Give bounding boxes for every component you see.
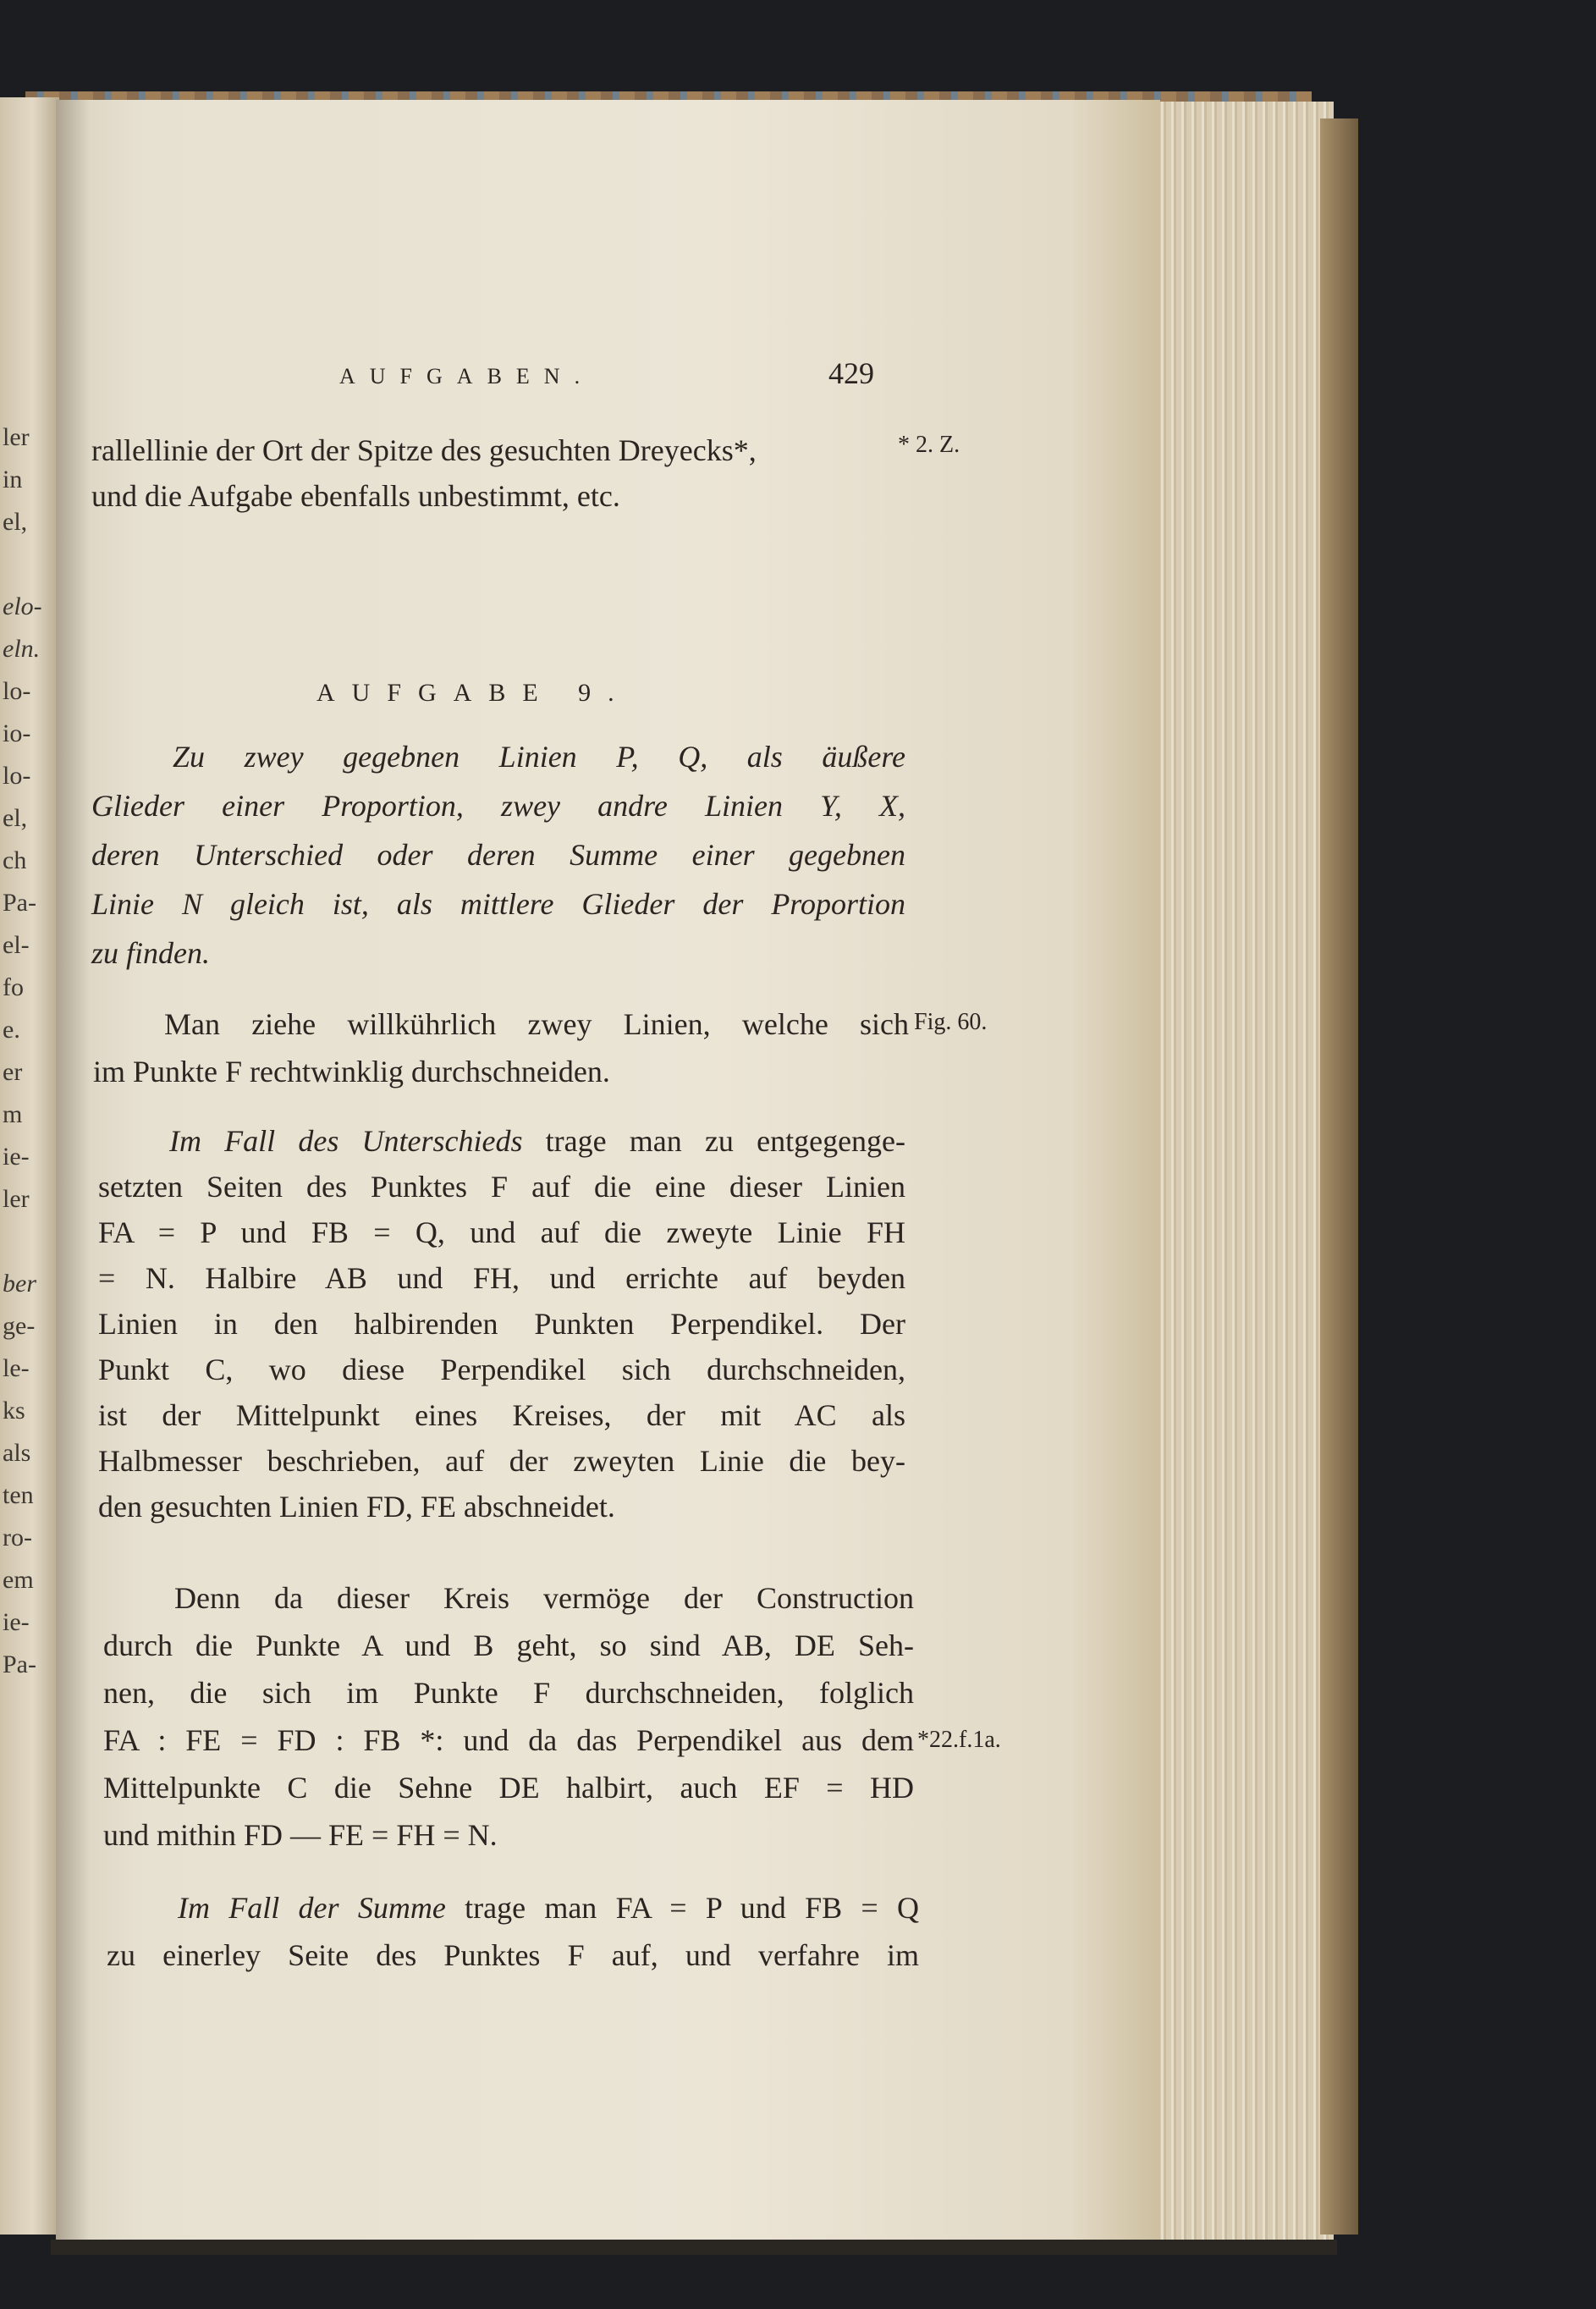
text-line: nen, die sich im Punkte F durchschneiden, folglich bbox=[103, 1676, 914, 1710]
facing-page-fragment: ie- bbox=[3, 1143, 30, 1171]
margin-note: *22.f.1a. bbox=[917, 1727, 1001, 1753]
text-line: Punkt C, wo diese Perpendikel sich durchschneiden, bbox=[98, 1353, 905, 1386]
text-line: ist der Mittelpunkt eines Kreises, der mit AC als bbox=[98, 1398, 905, 1432]
text-run: trage man zu entgegenge- bbox=[522, 1124, 906, 1158]
running-head: AUFGABEN. bbox=[339, 364, 595, 389]
book-cover-edge bbox=[1320, 118, 1358, 2235]
book-bottom-edge bbox=[51, 2240, 1337, 2255]
paragraph-sum-case bbox=[107, 1887, 953, 1989]
text-line: im Punkte F rechtwinklig durchschneiden. bbox=[93, 1055, 610, 1088]
text-line: Denn da dieser Kreis vermöge der Construction bbox=[174, 1581, 914, 1615]
text-line: Man ziehe willkührlich zwey Linien, welche sich bbox=[164, 1007, 909, 1041]
statement-line: deren Unterschied oder deren Summe einer gegebnen bbox=[91, 838, 905, 872]
task-heading: AUFGABE 9. bbox=[316, 679, 631, 707]
facing-page-fragment: el, bbox=[3, 804, 28, 832]
facing-page-fragment: lo- bbox=[3, 762, 31, 790]
facing-page-fragment: le- bbox=[3, 1354, 30, 1382]
text-line bbox=[169, 1121, 905, 1161]
gutter-shadow bbox=[56, 100, 90, 2250]
text-line: FA = P und FB = Q, und auf die zweyte Linie FH bbox=[98, 1215, 905, 1249]
facing-page-fragment: ro- bbox=[3, 1524, 32, 1551]
text-line: Linien in den halbirenden Punkten Perpendikel. Der bbox=[98, 1307, 905, 1341]
text-line: rallellinie der Ort der Spitze des gesuchten Dreyecks*, bbox=[91, 433, 757, 467]
task-statement bbox=[91, 736, 938, 990]
facing-page-fragment: Pa- bbox=[3, 889, 36, 917]
facing-page-fragment: m bbox=[3, 1100, 23, 1128]
page-stack-fore-edge bbox=[1156, 102, 1334, 2243]
text-line: und die Aufgabe ebenfalls unbestimmt, etc. bbox=[91, 479, 620, 513]
paragraph-proof bbox=[103, 1578, 949, 1865]
statement-line: zu finden. bbox=[91, 936, 210, 970]
facing-page-fragment: ler bbox=[3, 423, 30, 451]
statement-line: Linie N gleich ist, als mittlere Glieder der Proportion bbox=[91, 887, 905, 921]
text-line: durch die Punkte A und B geht, so sind AB, DE Seh- bbox=[103, 1628, 914, 1662]
statement-line: Glieder einer Proportion, zwey andre Linien Y, X, bbox=[91, 789, 905, 823]
facing-page-fragment: el, bbox=[3, 508, 28, 536]
paragraph-difference-case bbox=[98, 1121, 944, 1561]
continuation-text bbox=[91, 430, 921, 515]
text-line: = N. Halbire AB und FH, und errichte auf beyden bbox=[98, 1261, 905, 1295]
facing-page-fragment: em bbox=[3, 1566, 34, 1594]
figure-reference: Fig. 60. bbox=[914, 1009, 988, 1035]
text-line: den gesuchten Linien FD, FE abschneidet. bbox=[98, 1490, 615, 1524]
facing-page-fragment: ks bbox=[3, 1397, 25, 1425]
facing-page-fragment: ler bbox=[3, 1185, 30, 1213]
margin-note: * 2. Z. bbox=[898, 432, 960, 458]
facing-page-fragment: als bbox=[3, 1439, 31, 1467]
case-label: Im Fall der Summe bbox=[178, 1891, 446, 1925]
text-line: setzten Seiten des Punktes F auf die eine dieser Linien bbox=[98, 1170, 905, 1204]
facing-page-fragment: in bbox=[3, 466, 23, 493]
facing-page-fragment: fo bbox=[3, 973, 24, 1001]
facing-page-fragment: ge- bbox=[3, 1312, 36, 1340]
paragraph-intro bbox=[93, 1004, 939, 1105]
facing-page-fragment: lo- bbox=[3, 677, 31, 705]
facing-page-fragment: eln. bbox=[3, 635, 41, 663]
facing-page-fragment: e. bbox=[3, 1016, 20, 1044]
text-line: und mithin FD — FE = FH = N. bbox=[103, 1818, 498, 1852]
facing-page-fragment: er bbox=[3, 1058, 23, 1086]
facing-page-fragment: Pa- bbox=[3, 1650, 36, 1678]
page-number: 429 bbox=[828, 356, 874, 390]
facing-page-fragment: ie- bbox=[3, 1608, 30, 1636]
book-page bbox=[56, 100, 1160, 2250]
facing-page-fragment: ten bbox=[3, 1481, 34, 1509]
text-line: zu einerley Seite des Punktes F auf, und verfahre im bbox=[107, 1938, 919, 1972]
facing-page-fragment: el- bbox=[3, 931, 30, 959]
text-line: Halbmesser beschrieben, auf der zweyten Linie die bey- bbox=[98, 1444, 905, 1478]
text-line: Mittelpunkte C die Sehne DE halbirt, auch EF = HD bbox=[103, 1771, 914, 1805]
facing-page-fragment: ch bbox=[3, 846, 27, 874]
text-line: FA : FE = FD : FB *: und da das Perpendikel aus dem bbox=[103, 1723, 914, 1757]
case-label: Im Fall des Unterschieds bbox=[169, 1124, 523, 1158]
facing-page-edge bbox=[0, 97, 59, 2235]
facing-page-fragment: elo- bbox=[3, 592, 42, 620]
facing-page-fragment: ber bbox=[3, 1270, 36, 1298]
statement-line: Zu zwey gegebnen Linien P, Q, als äußere bbox=[173, 740, 905, 774]
text-run: trage man FA = P und FB = Q bbox=[445, 1891, 919, 1925]
text-line bbox=[178, 1887, 919, 1928]
facing-page-fragment: io- bbox=[3, 719, 31, 747]
